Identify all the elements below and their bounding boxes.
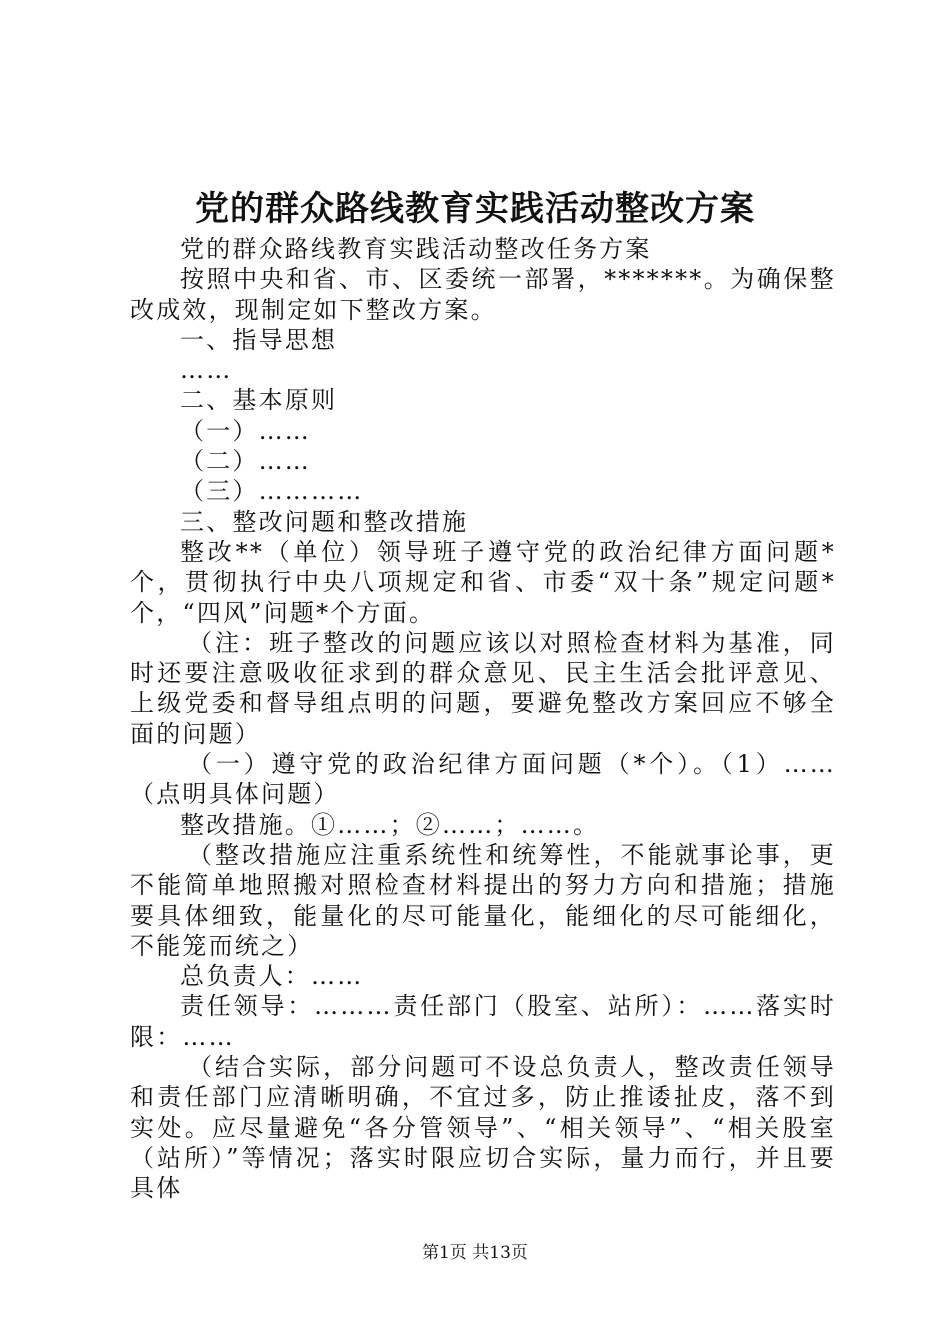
document-title: 党的群众路线教育实践活动整改方案 — [195, 189, 755, 229]
subtitle-line: 党的群众路线教育实践活动整改任务方案 — [180, 235, 652, 263]
note-paragraph: （注：班子整改的问题应该以对照检查材料为基准，同时还要注意吸收征求到的群众意见、民主生活会批评意见、上级党委和督导组点明的问题，要避免整改方案回应不够全面的问题） — [130, 628, 836, 748]
rectification-summary-paragraph: 整改**（单位）领导班子遵守党的政治纪律方面问题*个，贯彻执行中央八项规定和省、市委“双十条”规定问题*个，“四风”问题*个方面。 — [130, 537, 836, 627]
intro-paragraph: 按照中央和省、市、区委统一部署，*******。为确保整改成效，现制定如下整改方案。 — [130, 265, 836, 324]
principle-item-1: （一）…… — [180, 416, 311, 445]
document-body — [130, 234, 836, 1204]
measures-note-paragraph: （整改措施应注重系统性和统筹性，不能就事论事，更不能简单地照搬对照检查材料提出的努力方向和措施；措施要具体细致，能量化的尽可能量化，能细化的尽可能细化，不能笼而统之） — [130, 840, 836, 960]
principle-item-2: （二）…… — [180, 447, 311, 476]
responsibility-line: 责任领导：………责任部门（股室、站所）：……落实时限：…… — [130, 992, 836, 1051]
section-heading-rectification: 三、整改问题和整改措施 — [180, 507, 469, 536]
page-footer: 第1页 共13页 — [422, 1243, 528, 1263]
section-heading-basic-principles: 二、基本原则 — [180, 386, 338, 415]
subsection-discipline-problems: （一）遵守党的政治纪律方面问题（*个）。（1）……（点明具体问题） — [130, 750, 836, 809]
principle-item-3: （三）………… — [180, 477, 364, 506]
section-heading-guiding-thought: 一、指导思想 — [180, 325, 338, 354]
measures-line: 整改措施。①……；②……；……。 — [180, 810, 600, 839]
ellipsis-line: …… — [180, 356, 233, 385]
responsibility-note-paragraph: （结合实际，部分问题可不设总负责人，整改责任领导和责任部门应清晰明确，不宜过多，防止推诿扯皮，落不到实处。应尽量避免“各分管领导”、“相关领导”、“相关股室（站所）”等情况；落实时限应切合实际，量力而行，并且要具体 — [130, 1053, 836, 1203]
chief-responsible-line: 总负责人：…… — [180, 962, 364, 991]
